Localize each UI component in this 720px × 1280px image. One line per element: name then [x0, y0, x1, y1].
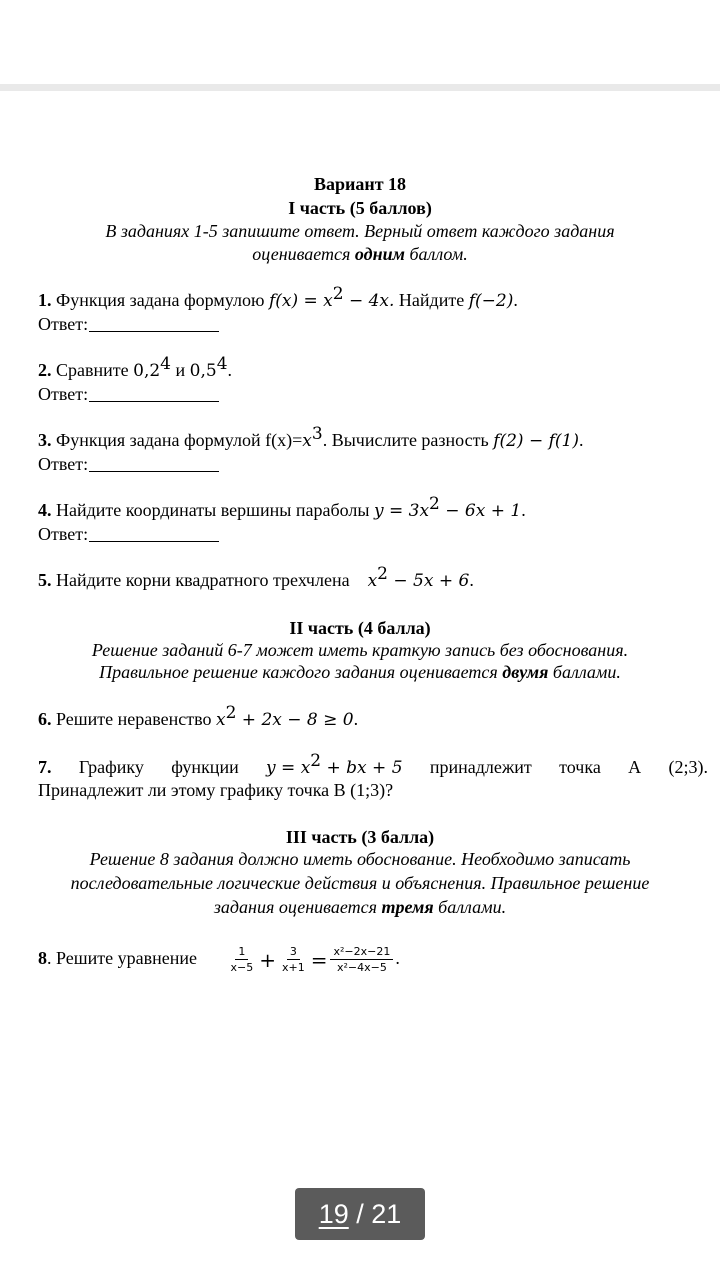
equals-sign: = [310, 947, 328, 972]
task-text: . [578, 430, 584, 450]
part1-note-line2 [0, 242, 720, 266]
task-text: Найдите корни квадратного трехчлена [51, 570, 368, 590]
formula: − 5x + 6 [388, 571, 470, 591]
part1-title: I часть (5 баллов) [288, 198, 432, 218]
exponent: 2 [429, 494, 440, 514]
task-text: . [227, 360, 233, 380]
task-text: . [469, 570, 474, 590]
total-pages: 21 [371, 1198, 402, 1229]
note-text: баллами. [548, 662, 621, 682]
part2-title: II часть (4 балла) [289, 618, 431, 638]
task-number: 4. [38, 500, 52, 520]
page-separator: / [348, 1198, 372, 1229]
current-page[interactable]: 19 [318, 1198, 349, 1229]
task-text: . [513, 290, 518, 310]
formula: 0,2 [133, 361, 161, 381]
answer-line-3 [38, 452, 688, 476]
exponent: 2 [225, 703, 237, 723]
note-text: баллами. [433, 897, 507, 917]
task-text: точка [559, 757, 601, 777]
page-indicator[interactable] [295, 1188, 425, 1240]
task-number: 8 [38, 948, 47, 968]
denominator: x+1 [281, 961, 305, 975]
task-text: Функция задана формулой f(x)= [51, 430, 303, 450]
task-7-line1 [38, 751, 708, 780]
answer-line-2 [38, 382, 688, 406]
task-text: . [395, 948, 400, 968]
answer-label: Ответ: [38, 454, 89, 474]
answer-label: Ответ: [38, 314, 89, 334]
variant-title: Вариант 18 [313, 174, 407, 194]
numerator: 1 [235, 944, 248, 960]
formula: 0,5 [189, 361, 217, 381]
part2-note-line1: Решение заданий 6-7 может иметь краткую запись без обоснования. [91, 640, 629, 660]
answer-label: Ответ: [38, 384, 89, 404]
task-number: 2. [38, 360, 52, 380]
note-text: задания оценивается [213, 897, 382, 917]
note-bold: одним [354, 244, 405, 264]
exponent: 2 [377, 564, 388, 584]
formula: − 4x. [343, 291, 395, 311]
answer-line-1 [38, 312, 688, 336]
answer-blank [89, 330, 219, 332]
denominator: x²−4x−5 [336, 961, 387, 975]
fraction-2 [279, 944, 308, 975]
formula: + 2x − 8 ≥ 0 [236, 710, 354, 730]
exponent: 2 [310, 751, 322, 771]
task-4 [38, 494, 688, 523]
task-text: Сравните [51, 360, 134, 380]
answer-blank [89, 540, 219, 542]
task-8 [38, 940, 688, 978]
part3-note-line3 [0, 895, 720, 919]
task-text: . [521, 500, 526, 520]
answer-label: Ответ: [38, 524, 89, 544]
formula: y = 3x [373, 501, 430, 521]
task-text: Найдите [394, 290, 469, 310]
task-7-line2: Принадлежит ли этому графику точка В (1;3)? [38, 780, 394, 800]
part2-note-line2 [0, 660, 720, 684]
plus-sign: + [259, 947, 276, 972]
formula: f(x) = x [268, 291, 333, 311]
task-text: (2;3). [668, 757, 708, 777]
exponent: 2 [332, 284, 344, 304]
part3-note-line1: Решение 8 задания должно иметь обоснование. Необходимо записать [89, 849, 631, 869]
task-number: 1. [38, 290, 52, 310]
task-text: . [353, 709, 359, 729]
formula: x [215, 710, 226, 730]
numerator: 3 [287, 944, 300, 960]
formula: x [367, 571, 378, 591]
exponent: 4 [216, 354, 228, 374]
exponent: 3 [311, 424, 323, 444]
answer-blank [89, 470, 219, 472]
answer-line-4 [38, 522, 688, 546]
part3-title: III часть (3 балла) [285, 827, 435, 847]
task-text: . Вычислите разность [322, 430, 494, 450]
task-1 [38, 284, 688, 313]
task-number: 7. [38, 757, 52, 777]
formula: f(−2) [468, 291, 514, 311]
formula-part: y = x [266, 758, 311, 778]
formula: f(2) − f(1) [493, 431, 579, 451]
note-text: Правильное решение каждого задания оценивается [99, 662, 503, 682]
denominator: x−5 [230, 961, 254, 975]
task-number: 5. [38, 570, 52, 590]
formula [266, 751, 403, 780]
answer-blank [89, 400, 219, 402]
task-text: Решите неравенство [51, 709, 216, 729]
numerator: x²−2x−21 [330, 944, 393, 960]
task-text: А [628, 757, 642, 777]
note-bold: тремя [381, 897, 434, 917]
note-text: оценивается [252, 244, 355, 264]
note-text: баллом. [404, 244, 468, 264]
exponent: 4 [160, 354, 171, 374]
task-number: 3. [38, 430, 52, 450]
task-text: Функция задана формулою [51, 290, 269, 310]
part1-note-line1: В заданиях 1-5 запишите ответ. Верный ответ каждого задания [105, 221, 615, 241]
task-text: принадлежит [429, 757, 532, 777]
task-5 [38, 564, 688, 593]
task-number: 6. [38, 709, 52, 729]
fraction-1 [227, 944, 256, 975]
task-text: и [171, 360, 190, 380]
task-2 [38, 354, 688, 383]
formula: − 6x + 1 [439, 501, 522, 521]
task-6 [38, 703, 688, 732]
task-text: Графику [78, 757, 144, 777]
task-text: . Решите уравнение [47, 948, 197, 968]
formula: x [302, 431, 312, 451]
task-text: функции [171, 757, 239, 777]
formula-part: + bx + 5 [321, 758, 403, 778]
task-text: Найдите координаты вершины параболы [51, 500, 374, 520]
task-3 [38, 424, 688, 453]
part3-note-line2: последовательные логические действия и объяснения. Правильное решение [70, 873, 650, 893]
note-bold: двумя [502, 662, 549, 682]
fraction-3 [330, 944, 393, 975]
